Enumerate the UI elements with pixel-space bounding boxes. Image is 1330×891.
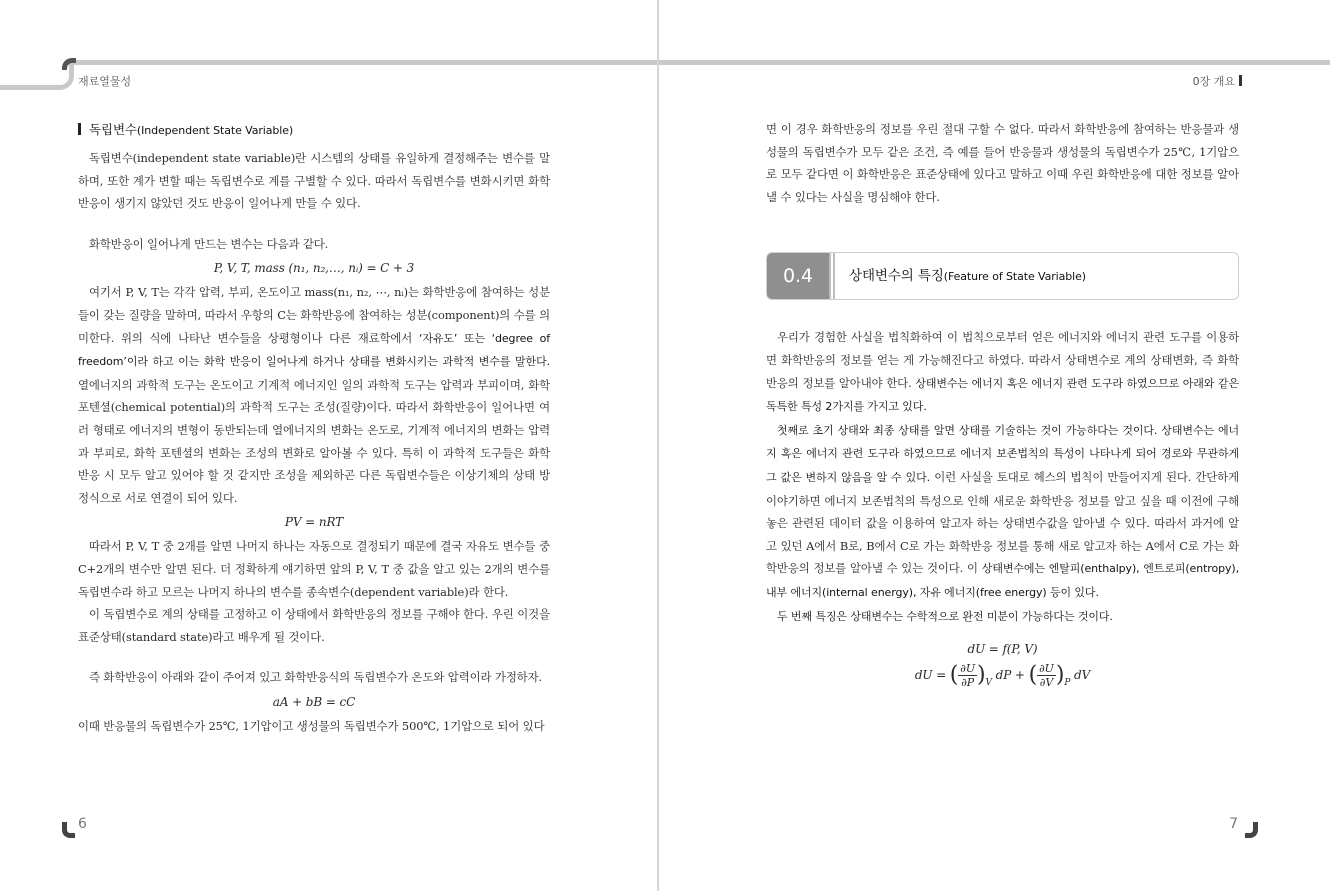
section-number-divider (829, 253, 835, 299)
equation: dU = f(P, V) (967, 642, 1038, 657)
paragraph: 화학반응이 일어나게 만드는 변수는 다음과 같다. (89, 236, 329, 251)
equation: aA + bB = cC (272, 694, 356, 709)
section-title: 상태변수의 특징(Feature of State Variable) (849, 268, 1086, 285)
paragraph: 여기서 P, V, T는 각각 압력, 부피, 온도이고 mass(n₁, n₂, ⋯, nᵢ)는 화학반응에 참여하는 성분들이 갖는 질량을 말하며, 따라서 우항의 C는 화학반응에 참여하는 성분(component)의 수를 의미한다. 위의 식에 나타난 변수들을 상평형이나 다른 재료학에서 ‘자유도’ 또는 ‘degree of freedom’이라 하고 이는 화학 반응이 일어나게 하거나 상태를 변화시키는 과학적 변수를 말한다. 열에너지의 과학적 도구는 온도이고 기계적 에너지인 일의 과학적 도구는 압력과 부피이며, 화학 포텐셜(chemical potential)의 과학적 도구는 조성(질량)이다. 따라서 화학반응이 일어나면 여러 형태로 에너지의 변형이 동반되는데 열에너지의 변화는 온도로, 기계적 에너지의 변화는 압력과 부피로, 화학 포텐셜의 변화는 조성의 변화로 알아볼 수 있다. 특히 이 과학적 도구들은 화학 반응 시 모두 알고 있어야 할 것 같지만 조성을 제외하곤 다른 독립변수들은 이상기체의 상태 방정식으로 서로 연결이 되어 있다. (78, 285, 550, 505)
paragraph (766, 605, 1239, 629)
running-head-bar-icon (1239, 75, 1242, 86)
bold-emphasis: 상태변수에는 엔탈피(enthalpy), 엔트로피(entropy), 내부 에너지(internal energy), 자유 에너지(free energy) 등이 있다. (766, 562, 1240, 599)
bold-emphasis: 상태변수는 에너지 혹은 에너지 관련 도구라 하였으므로 아래와 같은 독특한 특성 2가지를 가지고 있다. (766, 376, 1239, 414)
section-number: 0.4 (767, 253, 829, 299)
paragraph: 면 이 경우 화학반응의 정보를 우린 절대 구할 수 없다. 따라서 화학반응에 참여하는 반응물과 생성물의 독립변수가 모두 같은 조건, 즉 예를 들어 반응물과 생성물의 독립변수가 25℃, 1기압으로 모두 같다면 이 화학반응은 표준상태에 있다고 말하고 이때 우린 화학반응에 대한 정보를 알아낼 수 있다는 사실을 명심해야 한다. (766, 122, 1239, 204)
bold-emphasis: ‘자유도’ 또는 ‘degree of freedom’이라 하고 이는 화학 반응이 일어나게 하거나 상태를 변화시키는 과학적 변수를 말한다. (78, 331, 550, 369)
paragraph: 이때 반응물의 독립변수가 25℃, 1기압이고 생성물의 독립변수가 500℃, 1기압으로 되어 있다 (78, 718, 545, 733)
paragraph: 첫째로 초기 상태와 최종 상태를 알면 상태를 기술하는 것이 가능하다는 것이다. 상태변수는 에너지 혹은 에너지 관련 도구라 하였으므로 에너지 보존법칙의 특성이 나타나게 되어 경로와 무관하게 그 값은 변하지 않음을 알 수 있다. 이런 사실을 토대로 헤스의 법칙이 만들어지게 된다. 간단하게 이야기하면 에너지 보존법칙의 특성으로 인해 새로운 화학반응 정보를 알고 싶을 때 이전에 구해놓은 관련된 데이터 값을 이용하여 알고자 하는 상태변수값을 알아낼 수 있다. 따라서 과거에 알고 있던 A에서 B로, B에서 C로 가는 화학반응 정보를 통해 새로 알고자 하는 A에서 C로 가는 화학반응의 정보를 알아낼 수 있는 것이다. 이 상태변수에는 엔탈피(enthalpy), 엔트로피(entropy), 내부 에너지(internal energy), 자유 에너지(free energy) 등이 있다. (766, 423, 1240, 599)
paragraph: 독립변수(independent state variable)란 시스템의 상태를 유일하게 결정해주는 변수를 말하며, 또한 계가 변할 때는 독립변수로 계를 구별할 수 있다. 따라서 독립변수를 변화시키면 화학반응이 생기지 않았던 것도 반응이 일어나게 만들 수 있다. (78, 151, 550, 211)
page-number: 7 (1229, 816, 1238, 832)
left-body (78, 118, 550, 737)
paragraph: 이 독립변수로 계의 상태를 고정하고 이 상태에서 화학반응의 정보를 구해야 한다. 우린 이것을 표준상태(standard state)라고 배우게 될 것이다. (78, 607, 550, 644)
folio-bracket-icon (1245, 822, 1258, 838)
paragraph: 따라서 P, V, T 중 2개를 알면 나머지 하나는 자동으로 결정되기 때문에 결국 자유도 변수들 중 C+2개의 변수만 알면 된다. 더 정확하게 얘기하면 앞의 P, V, T 중 값을 알고 있는 2개의 변수를 독립변수라 하고 모르는 나머지 하나의 변수를 종속변수(dependent variable)라 한다. (78, 539, 550, 599)
equation: PV = nRT (284, 515, 344, 530)
folio-bracket-icon (62, 822, 75, 838)
bold-emphasis: 두 번째 특징은 상태변수는 수학적으로 완전 미분이 가능하다는 것이다. (777, 609, 1113, 623)
header-rule (68, 60, 658, 65)
paragraph: 우리가 경험한 사실을 법칙화하여 이 법칙으로부터 얻은 에너지와 에너지 관련 도구를 이용하면 화학반응의 정보를 얻는 게 가능해진다고 하였다. 따라서 상태변수로 계의 상태변화, 즉 화학반응의 정보를 알아내야 한다. 상태변수는 에너지 혹은 에너지 관련 도구라 하였으므로 아래와 같은 독특한 특성 2가지를 가지고 있다. (766, 330, 1239, 414)
heading-bar-icon (78, 123, 81, 135)
section-heading: 독립변수(Independent State Variable) (78, 118, 550, 143)
page-number: 6 (78, 816, 87, 832)
header-hook-decoration (62, 58, 76, 70)
header-rule (659, 60, 1330, 65)
running-head: 0장 개요 (1193, 73, 1242, 89)
bold-emphasis: 첫째로 초기 상태와 최종 상태를 알면 상태를 기술하는 것이 가능하다는 것이다. 상태변수는 에너지 혹은 에너지 관련 도구라 하였으므로 에너지 보존법칙의 특성이 나타나게 되어 경로와 무관하게 그 값은 변하지 않음을 알 수 있다. (766, 423, 1239, 484)
running-head: 재료열물성 (78, 75, 132, 88)
right-page (659, 0, 1330, 891)
differential-equation: dU = ( $\frac{\partial U}{\partial P}$ )$_V$ dP + ( $\frac{\partial U}{\partial V}$ )$_P$ dV (914, 662, 1091, 690)
right-body (766, 118, 1239, 696)
section-header-box (766, 252, 1239, 300)
paragraph: 즉 화학반응이 아래와 같이 주어져 있고 화학반응식의 독립변수가 온도와 압력이라 가정하자. (89, 670, 543, 685)
left-page (0, 0, 658, 891)
equation: P, V, T, mass (n₁, n₂,…, nᵢ) = C + 3 (213, 261, 415, 276)
